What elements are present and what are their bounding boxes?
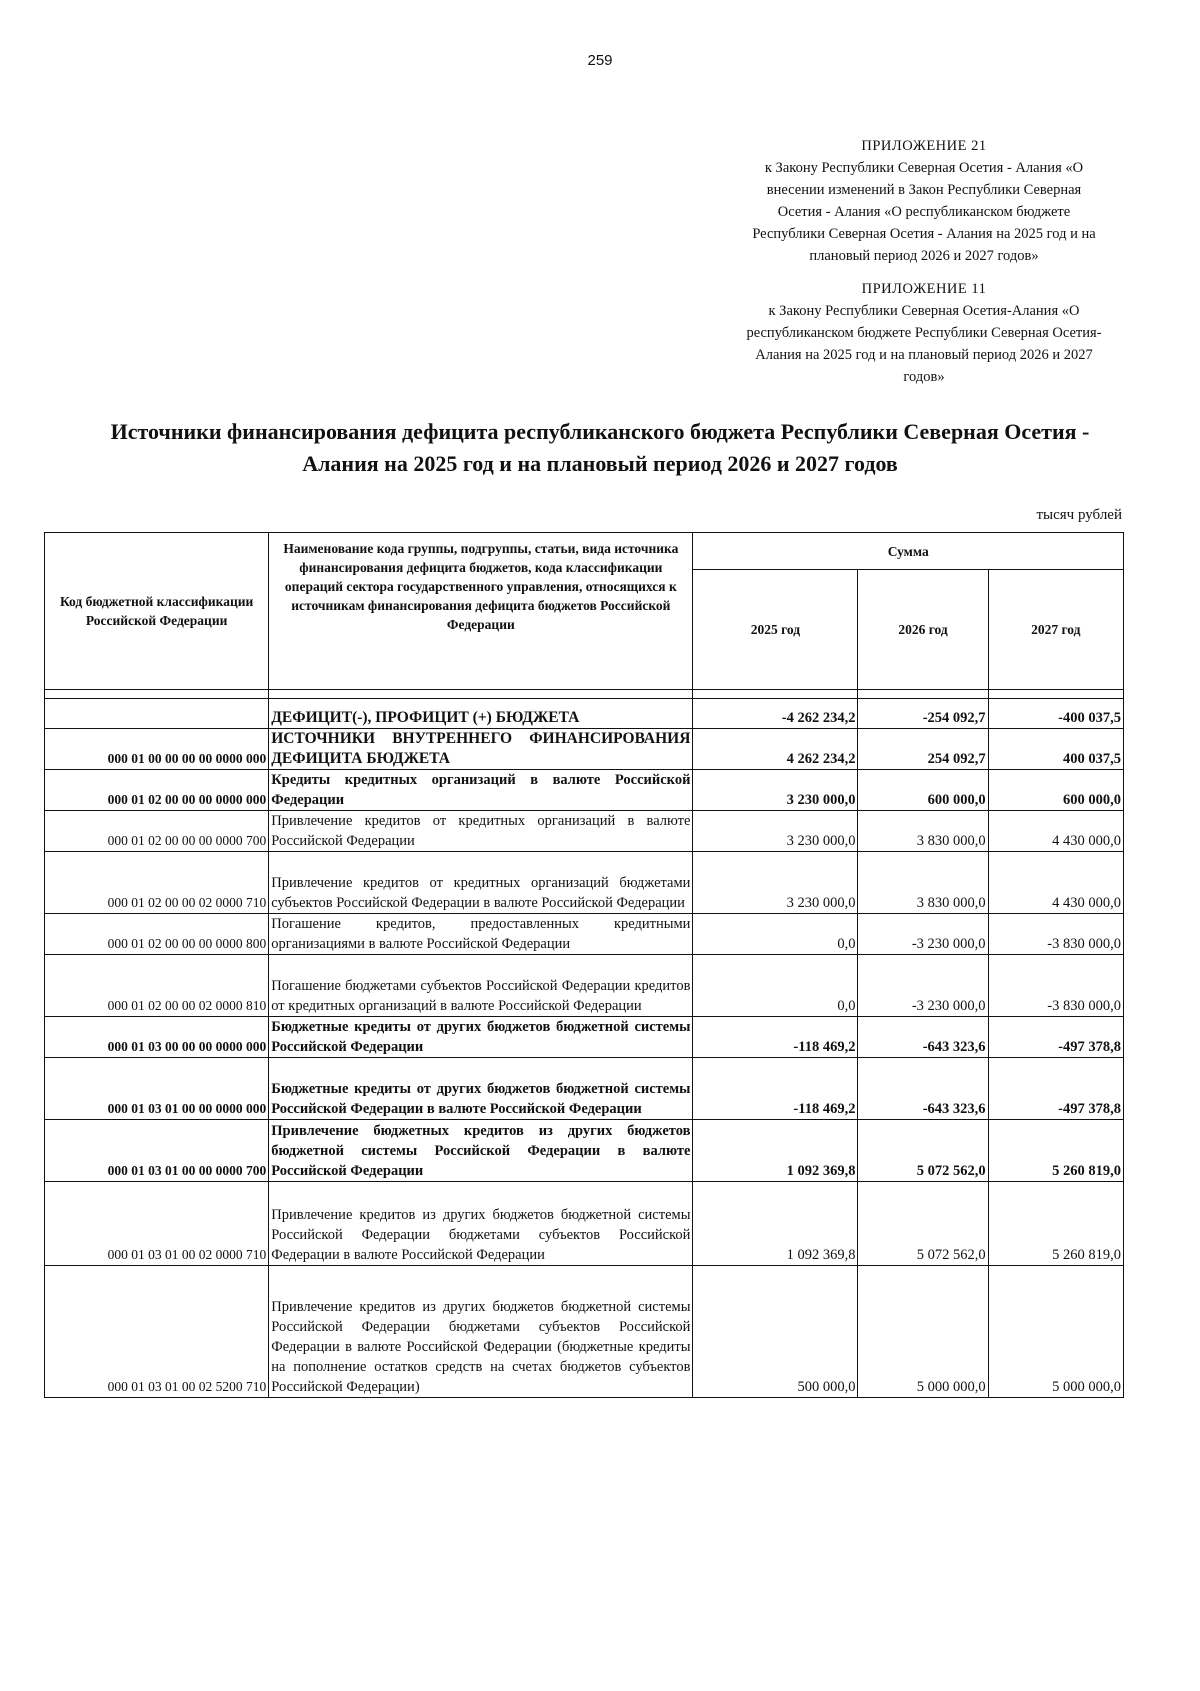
value-2026-cell: 3 830 000,0 (858, 852, 988, 914)
value-2026-cell: 3 830 000,0 (858, 811, 988, 852)
name-cell: Привлечение кредитов от кредитных организаций бюджетами субъектов Российской Федерации в валюте Российской Федерации (269, 852, 693, 914)
value-2025-cell: 3 230 000,0 (693, 770, 858, 811)
table-row (45, 811, 1124, 852)
table-row (45, 699, 1124, 729)
name-cell: ИСТОЧНИКИ ВНУТРЕННЕГО ФИНАНСИРОВАНИЯ ДЕФИЦИТА БЮДЖЕТА (269, 729, 693, 770)
spacer-cell (45, 690, 269, 699)
code-cell: 000 01 02 00 00 02 0000 710 (45, 852, 269, 914)
header-name: Наименование кода группы, подгруппы, статьи, вида источника финансирования дефицита бюджетов, кода классификации операций сектора государственного управления, относящихся к источникам финансирования дефицита бюджетов Российской Федерации (269, 533, 693, 690)
spacer-cell (858, 690, 988, 699)
value-2026-cell: 5 072 562,0 (858, 1120, 988, 1182)
header-code: Код бюджетной классификации Российской Федерации (45, 533, 269, 690)
name-cell: Привлечение бюджетных кредитов из других бюджетов бюджетной системы Российской Федерации в валюте Российской Федерации (269, 1120, 693, 1182)
value-2027-cell: -497 378,8 (988, 1058, 1123, 1120)
units-label: тысяч рублей (1036, 507, 1122, 523)
value-2025-cell: 3 230 000,0 (693, 811, 858, 852)
code-cell: 000 01 03 00 00 00 0000 000 (45, 1017, 269, 1058)
value-2027-cell: 4 430 000,0 (988, 852, 1123, 914)
value-2027-cell: -3 830 000,0 (988, 955, 1123, 1017)
appendix-21-line: Осетия - Алания «О республиканском бюджете (777, 204, 1071, 220)
spacer-cell (693, 690, 858, 699)
value-2026-cell: 5 000 000,0 (858, 1266, 988, 1398)
header-year-2026: 2026 год (858, 570, 988, 690)
table-row (45, 1017, 1124, 1058)
budget-sources-table (44, 532, 1124, 1398)
value-2027-cell: -400 037,5 (988, 699, 1123, 729)
page-number: 259 (587, 52, 613, 69)
table-row (45, 955, 1124, 1017)
value-2025-cell: 4 262 234,2 (693, 729, 858, 770)
code-cell: 000 01 03 01 00 00 0000 700 (45, 1120, 269, 1182)
appendix-11-line: Алания на 2025 год и на плановый период 2026 и 2027 (755, 347, 1093, 363)
appendix-21-line: к Закону Республики Северная Осетия - Алания «О (764, 160, 1084, 176)
value-2027-cell: 400 037,5 (988, 729, 1123, 770)
table-row (45, 1120, 1124, 1182)
table-row (45, 729, 1124, 770)
appendix-11-block (724, 278, 1124, 388)
appendix-21-line: Республики Северная Осетия - Алания на 2025 год и на (752, 226, 1096, 242)
document-title-line-1: Источники финансирования дефицита республиканского бюджета Республики Северная Осетия - (110, 419, 1090, 444)
value-2027-cell: -3 830 000,0 (988, 914, 1123, 955)
code-cell: 000 01 03 01 00 00 0000 000 (45, 1058, 269, 1120)
value-2027-cell: 600 000,0 (988, 770, 1123, 811)
name-cell: Погашение бюджетами субъектов Российской Федерации кредитов от кредитных организаций в валюте Российской Федерации (269, 955, 693, 1017)
header-year-2027: 2027 год (988, 570, 1123, 690)
name-cell: Погашение кредитов, предоставленных кредитными организациями в валюте Российской Федерации (269, 914, 693, 955)
value-2027-cell: 5 260 819,0 (988, 1120, 1123, 1182)
header-year-2025: 2025 год (693, 570, 858, 690)
appendix-21-heading: ПРИЛОЖЕНИЕ 21 (861, 138, 987, 154)
name-cell: Привлечение кредитов из других бюджетов бюджетной системы Российской Федерации бюджетами субъектов Российской Федерации в валюте Российской Федерации (бюджетные кредиты на пополнение остатков средств на счетах бюджетов субъектов Российской Федерации) (269, 1266, 693, 1398)
appendix-11-line: к Закону Республики Северная Осетия-Алания «О (768, 303, 1080, 319)
value-2026-cell: 254 092,7 (858, 729, 988, 770)
code-cell: 000 01 02 00 00 00 0000 800 (45, 914, 269, 955)
header-sum: Сумма (693, 533, 1124, 570)
name-cell: Привлечение кредитов от кредитных организаций в валюте Российской Федерации (269, 811, 693, 852)
value-2026-cell: 5 072 562,0 (858, 1182, 988, 1266)
name-cell: Бюджетные кредиты от других бюджетов бюджетной системы Российской Федерации (269, 1017, 693, 1058)
code-cell: 000 01 00 00 00 00 0000 000 (45, 729, 269, 770)
table-row (45, 914, 1124, 955)
appendix-21-block (724, 135, 1124, 267)
value-2027-cell: 4 430 000,0 (988, 811, 1123, 852)
appendix-11-line: годов» (903, 369, 945, 385)
value-2025-cell: -118 469,2 (693, 1017, 858, 1058)
code-cell: 000 01 02 00 00 00 0000 700 (45, 811, 269, 852)
table-row (45, 1182, 1124, 1266)
value-2026-cell: -643 323,6 (858, 1058, 988, 1120)
value-2025-cell: 1 092 369,8 (693, 1120, 858, 1182)
spacer-cell (269, 690, 693, 699)
name-cell: Привлечение кредитов из других бюджетов бюджетной системы Российской Федерации бюджетами субъектов Российской Федерации в валюте Российской Федерации (269, 1182, 693, 1266)
value-2025-cell: 3 230 000,0 (693, 852, 858, 914)
appendix-11-line: республиканском бюджете Республики Северная Осетия- (746, 325, 1102, 341)
code-cell: 000 01 03 01 00 02 5200 710 (45, 1266, 269, 1398)
value-2027-cell: 5 000 000,0 (988, 1266, 1123, 1398)
code-cell (45, 699, 269, 729)
table-body (45, 690, 1124, 1398)
document-title (40, 416, 1160, 480)
value-2027-cell: 5 260 819,0 (988, 1182, 1123, 1266)
value-2025-cell: -4 262 234,2 (693, 699, 858, 729)
document-title-line-2: Алания на 2025 год и на плановый период 2026 и 2027 годов (302, 451, 898, 476)
code-cell: 000 01 02 00 00 02 0000 810 (45, 955, 269, 1017)
appendix-21-line: внесении изменений в Закон Республики Северная (766, 182, 1082, 198)
table-row (45, 852, 1124, 914)
value-2025-cell: 0,0 (693, 955, 858, 1017)
appendix-11-heading: ПРИЛОЖЕНИЕ 11 (861, 281, 987, 297)
code-cell: 000 01 03 01 00 02 0000 710 (45, 1182, 269, 1266)
table-spacer-row (45, 690, 1124, 699)
value-2026-cell: -3 230 000,0 (858, 914, 988, 955)
appendix-21-line: плановый период 2026 и 2027 годов» (809, 248, 1039, 264)
table-row (45, 1058, 1124, 1120)
code-cell: 000 01 02 00 00 00 0000 000 (45, 770, 269, 811)
table-row (45, 770, 1124, 811)
value-2027-cell: -497 378,8 (988, 1017, 1123, 1058)
name-cell: Бюджетные кредиты от других бюджетов бюджетной системы Российской Федерации в валюте Российской Федерации (269, 1058, 693, 1120)
value-2025-cell: 500 000,0 (693, 1266, 858, 1398)
value-2026-cell: -254 092,7 (858, 699, 988, 729)
name-cell: Кредиты кредитных организаций в валюте Российской Федерации (269, 770, 693, 811)
table-row (45, 1266, 1124, 1398)
value-2025-cell: 1 092 369,8 (693, 1182, 858, 1266)
value-2026-cell: 600 000,0 (858, 770, 988, 811)
value-2025-cell: 0,0 (693, 914, 858, 955)
value-2025-cell: -118 469,2 (693, 1058, 858, 1120)
spacer-cell (988, 690, 1123, 699)
value-2026-cell: -3 230 000,0 (858, 955, 988, 1017)
name-cell: ДЕФИЦИТ(-), ПРОФИЦИТ (+) БЮДЖЕТА (269, 699, 693, 729)
value-2026-cell: -643 323,6 (858, 1017, 988, 1058)
